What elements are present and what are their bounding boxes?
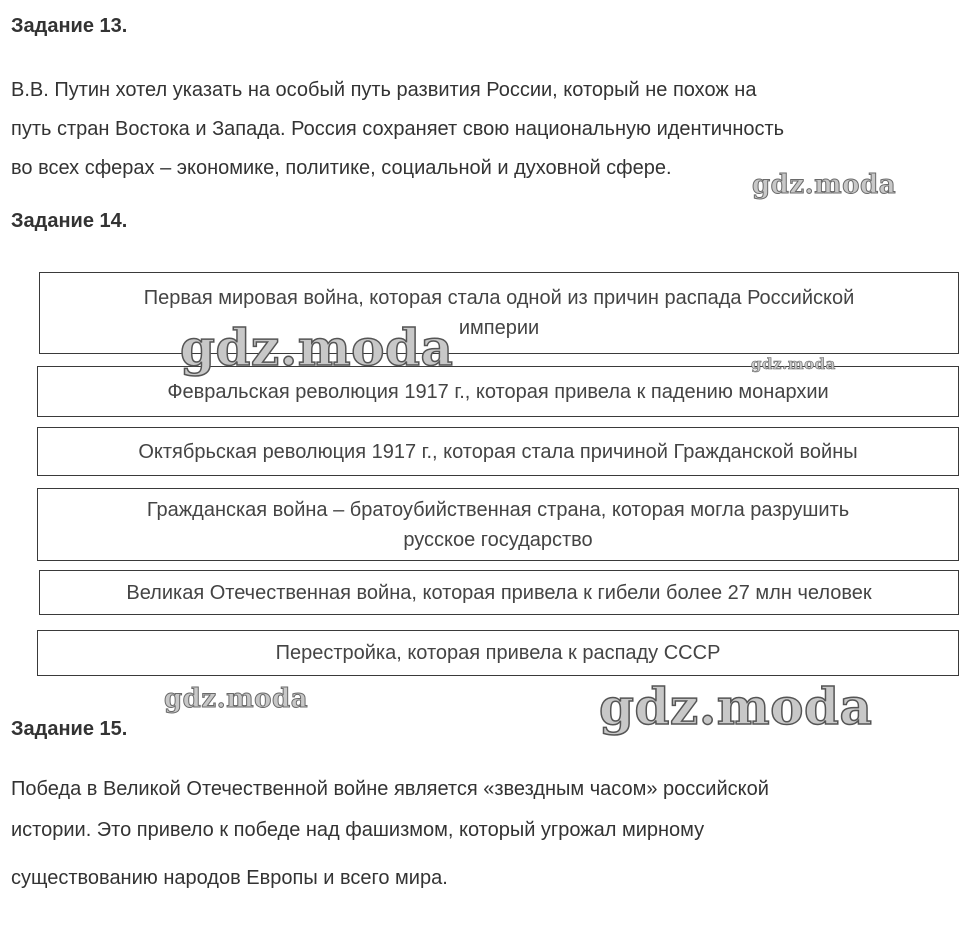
timeline-box-3: [37, 427, 959, 476]
timeline-box-5-line-1: Великая Отечественная война, которая привела к гибели более 27 млн человек: [126, 581, 872, 604]
timeline-box-1-line-1: Первая мировая война, которая стала одной из причин распада Российской: [143, 287, 855, 309]
task-13-heading: Задание 13.: [11, 15, 128, 37]
timeline-box-4-line-2: русское государство: [403, 528, 593, 551]
timeline-box-6: [37, 630, 959, 676]
watermark-text: gdz.moda: [599, 677, 873, 736]
timeline-box-2: [37, 366, 959, 417]
task-15-heading: Задание 15.: [11, 718, 128, 740]
watermark-text: gdz.moda: [751, 355, 836, 373]
timeline-box-4-line-1: Гражданская война – братоубийственная страна, которая могла разрушить: [146, 498, 850, 521]
timeline-box-1: [39, 272, 959, 354]
task-13-line-2: путь стран Востока и Запада. Россия сохраняет свою национальную идентичность: [11, 118, 785, 140]
task-13-answer: [11, 71, 784, 188]
watermark-text: gdz.moda: [752, 170, 897, 200]
timeline-box-4: [37, 488, 959, 561]
timeline-box-6-line-1: Перестройка, которая привела к распаду СССР: [275, 642, 721, 664]
task-13-line-3: во всех сферах – экономике, политике, социальной и духовной сфере.: [11, 157, 672, 179]
timeline-box-1-line-2: империи: [458, 317, 540, 339]
watermark-text: gdz.moda: [164, 684, 309, 714]
task-15-line-1: Победа в Великой Отечественной войне является «звездным часом» российской: [11, 778, 769, 800]
task-15-answer: [11, 776, 769, 892]
watermark-text: gdz.moda: [180, 318, 454, 377]
task-15-line-3: существованию народов Европы и всего мира.: [11, 867, 448, 889]
timeline-box-2-line-1: Февральская революция 1917 г., которая привела к падению монархии: [167, 380, 829, 403]
task-14-heading: Задание 14.: [11, 210, 128, 232]
timeline-box-3-line-1: Октябрьская революция 1917 г., которая стала причиной Гражданской войны: [138, 440, 858, 463]
task-13-line-1: В.В. Путин хотел указать на особый путь развития России, который не похож на: [11, 79, 757, 101]
task-15-line-2: истории. Это привело к победе над фашизмом, который угрожал мирному: [11, 819, 705, 841]
timeline-box-5: [39, 570, 959, 615]
